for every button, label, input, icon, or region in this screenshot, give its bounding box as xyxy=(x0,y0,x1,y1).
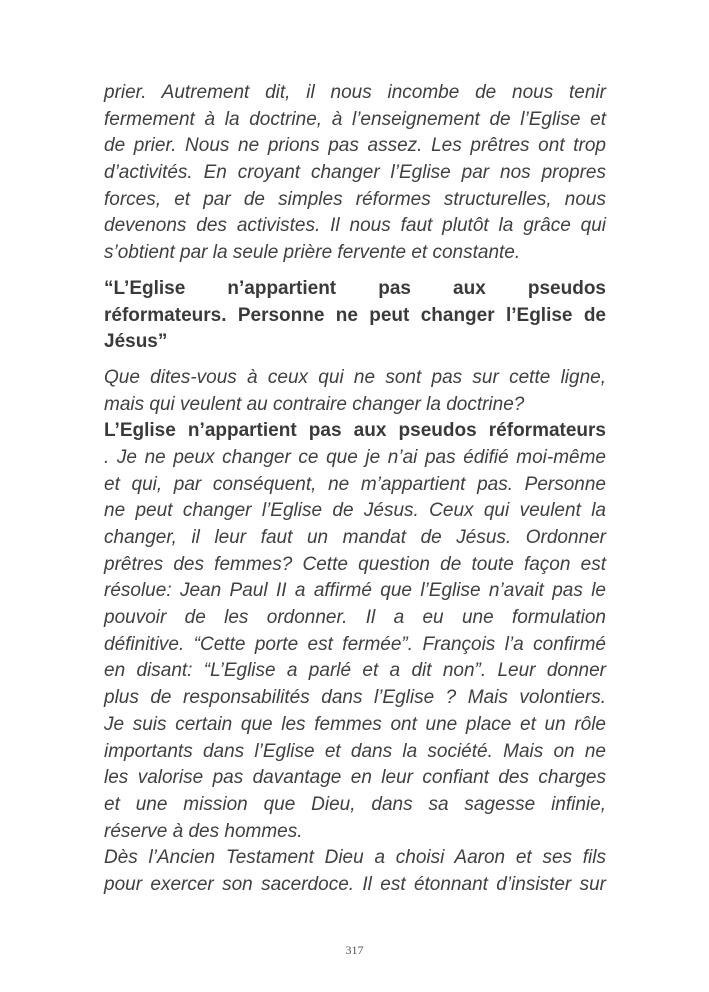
text-line: devenons des activistes. Il nous faut plutôt la grâce qui xyxy=(104,215,606,237)
text-line: ne peut changer l’Eglise de Jésus. Ceux qui veulent la xyxy=(104,500,606,522)
text-line: et qui, par conséquent, ne m’appartient pas. Personne xyxy=(104,473,606,495)
text-line: réserve à des hommes. xyxy=(104,820,303,842)
text-line: importants dans l’Eglise et dans la société. Mais on ne xyxy=(104,740,606,762)
heading-line: Jésus” xyxy=(104,331,168,353)
heading-line: réformateurs. Personne ne peut changer l’Eglise de xyxy=(104,304,606,326)
text-line: pour exercer son sacerdoce. Il est étonnant d’insister sur xyxy=(104,873,606,895)
text-line: et une mission que Dieu, dans sa sagesse infinie, xyxy=(104,793,606,815)
text-line: définitive. “Cette porte est fermée”. François l’a confirmé xyxy=(104,633,606,655)
text-line: les valorise pas davantage en leur confiant des charges xyxy=(104,767,606,789)
text-line: résolue: Jean Paul II a affirmé que l’Eglise n’avait pas le xyxy=(104,580,606,602)
text-line: plus de responsabilités dans l’Eglise ? Mais volontiers. xyxy=(104,687,606,709)
text-line: de prier. Nous ne prions pas assez. Les prêtres ont trop xyxy=(104,135,606,157)
text-line: . Je ne peux changer ce que je n’ai pas édifié moi-même xyxy=(104,446,606,468)
answer-bold-line: L’Eglise n’appartient pas aux pseudos réformateurs xyxy=(104,420,606,442)
page-body xyxy=(104,80,606,899)
question-line: mais qui veulent au contraire changer la doctrine? xyxy=(104,393,525,415)
text-line: en disant: “L’Eglise a parlé et a dit non”. Leur donner xyxy=(104,660,606,682)
text-line: forces, et par de simples réformes structurelles, nous xyxy=(104,188,606,210)
interview-question xyxy=(104,365,606,418)
text-line: Je suis certain que les femmes ont une place et un rôle xyxy=(104,713,606,735)
closing-paragraph xyxy=(104,845,606,898)
text-line: fermement à la doctrine, à l’enseignement de l’Eglise et xyxy=(104,108,606,130)
text-line: prêtres des femmes? Cette question de toute façon est xyxy=(104,553,606,575)
question-line: Que dites-vous à ceux qui ne sont pas sur cette ligne, xyxy=(104,366,606,388)
text-line: d’activités. En croyant changer l’Eglise par nos propres xyxy=(104,162,606,184)
section-heading xyxy=(104,276,606,356)
text-line: changer, il leur faut un mandat de Jésus. Ordonner xyxy=(104,527,606,548)
page-number: 317 xyxy=(345,943,364,957)
text-line: pouvoir de les ordonner. Il a eu une formulation xyxy=(104,607,606,629)
heading-line: “L’Eglise n’appartient pas aux pseudos xyxy=(104,277,606,299)
text-line: s’obtient par la seule prière fervente et constante. xyxy=(104,242,521,264)
text-line: prier. Autrement dit, il nous incombe de nous tenir xyxy=(104,82,606,103)
interview-answer xyxy=(104,418,606,845)
text-line: Dès l’Ancien Testament Dieu a choisi Aaron et ses fils xyxy=(104,847,606,869)
paragraph-intro xyxy=(104,80,606,267)
